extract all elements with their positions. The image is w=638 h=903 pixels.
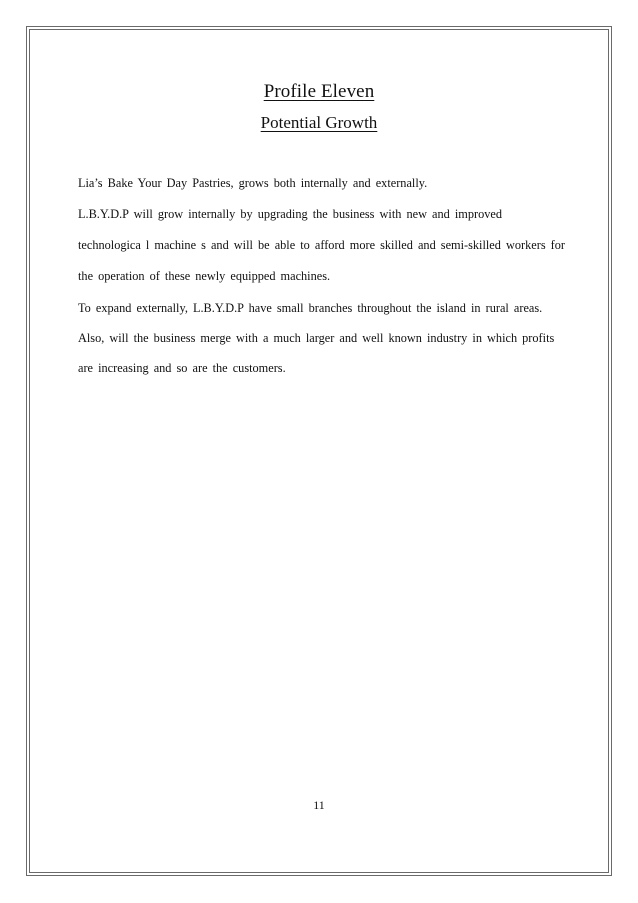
text-line: the operation of these newly equipped machines. (78, 269, 331, 283)
paragraph-internal-growth (78, 207, 578, 284)
page-title: Profile Eleven (263, 81, 375, 102)
text-line: are increasing and so are the customers. (78, 361, 286, 375)
text-line: Also, will the business merge with a much larger and well known industry in which profits (78, 331, 555, 345)
text-line: technologica l machine s and will be able to afford more skilled and semi-skilled workers for (78, 238, 566, 252)
paragraph-external-growth (78, 301, 578, 376)
text-line: L.B.Y.D.P will grow internally by upgrading the business with new and improved (78, 207, 502, 221)
text-line: Lia’s Bake Your Day Pastries, grows both internally and externally. (78, 176, 428, 190)
document-body (78, 176, 578, 376)
page-subtitle: Potential Growth (260, 113, 378, 132)
page-number: 11 (313, 798, 325, 812)
page-border-inner (29, 29, 609, 873)
text-line: To expand externally, L.B.Y.D.P have small branches throughout the island in rural areas. (78, 301, 543, 315)
paragraph-growth-summary (78, 176, 578, 191)
